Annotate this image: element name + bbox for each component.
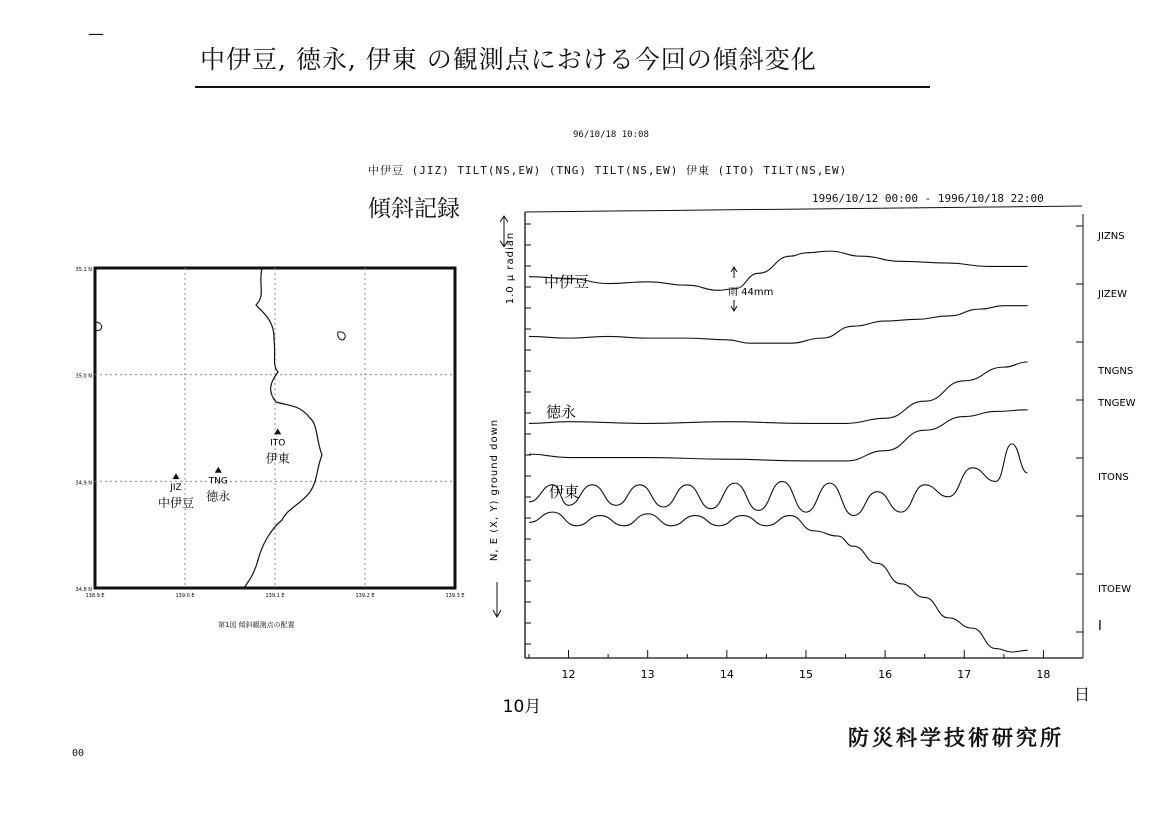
timestamp: 96/10/18 10:08	[573, 130, 649, 140]
document-title: 中伊豆, 徳永, 伊東 の観測点における今回の傾斜変化	[200, 45, 817, 74]
chart-station-label: 中伊豆	[544, 273, 590, 291]
x-unit-label: 日	[1073, 685, 1091, 704]
record-label: 傾斜記録	[368, 196, 460, 222]
chart-station-label: 徳永	[546, 403, 577, 421]
ground-down-arrow	[493, 582, 501, 617]
y-axis-label: N, E (X, Y) ground down	[489, 418, 500, 562]
x-axis-label: 10月	[502, 697, 542, 717]
x-tick-label: 13	[640, 668, 655, 681]
right-label: I	[1098, 619, 1102, 634]
station-code: ITO	[270, 438, 286, 449]
station-name: 徳永	[206, 489, 231, 504]
time-range: 1996/10/12 00:00 - 1996/10/18 22:00	[812, 192, 1044, 205]
map-lat-tick: 35.1 N	[75, 267, 92, 273]
map-lon-tick: 139.3 E	[445, 593, 465, 599]
x-tick-label: 15	[798, 668, 813, 681]
rain-annotation: 雨 44mm	[728, 287, 774, 298]
series-line-itoew	[529, 512, 1028, 652]
station-name: 中伊豆	[157, 496, 195, 511]
x-tick-label: 18	[1036, 668, 1051, 681]
series-line-tngns	[529, 362, 1028, 423]
series-line-tngew	[529, 410, 1028, 461]
chart-station-label: 伊東	[549, 483, 580, 501]
right-label: ITONS	[1098, 472, 1129, 483]
map-caption: 第1図 傾斜観測点の配置	[218, 621, 295, 629]
map-lon-tick: 139.2 E	[355, 593, 375, 599]
series-line-jizew	[529, 306, 1028, 344]
corner-dash: —	[88, 24, 104, 43]
station-name: 伊東	[265, 451, 290, 466]
map-lat-tick: 34.9 N	[75, 480, 92, 487]
page-number: 00	[72, 748, 85, 759]
channel-header: 中伊豆 (JIZ) TILT(NS,EW) (TNG) TILT(NS,EW) 伊東 (ITO) TILT(NS,EW)	[368, 164, 848, 177]
map-lon-tick: 138.9 E	[85, 593, 105, 599]
map-lon-tick: 139.1 E	[265, 593, 285, 599]
right-label: JIZNS	[1098, 231, 1125, 242]
x-tick-label: 17	[957, 668, 972, 681]
map-lat-tick: 34.8 N	[75, 587, 92, 593]
scale-bar-label: 1.0 μ radian	[505, 231, 516, 305]
top-axis	[525, 206, 1082, 212]
station-code: TNG	[208, 476, 228, 487]
map-lat-tick: 35.0 N	[75, 373, 92, 380]
organization: 防災科学技術研究所	[848, 726, 1064, 750]
x-tick-label: 12	[561, 668, 576, 681]
right-label: TNGNS	[1098, 366, 1134, 377]
right-label: ITOEW	[1098, 584, 1132, 595]
series-line-itons	[529, 444, 1028, 516]
x-tick-label: 14	[719, 668, 734, 681]
x-tick-label: 16	[878, 668, 893, 681]
station-code: JIZ	[170, 483, 182, 494]
series-line-jizns	[529, 251, 1028, 290]
right-label: JIZEW	[1098, 289, 1127, 300]
map-lon-tick: 139.0 E	[175, 593, 195, 599]
right-label: TNGEW	[1098, 398, 1136, 409]
